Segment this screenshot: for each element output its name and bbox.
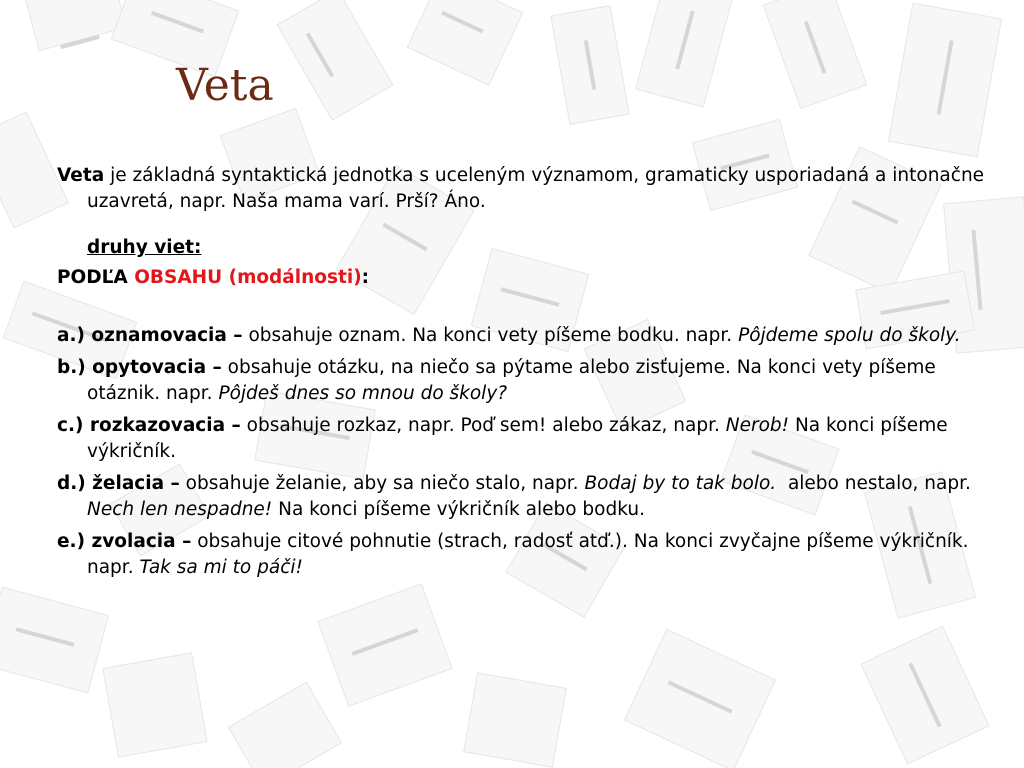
intro-paragraph xyxy=(57,163,997,215)
item-text: obsahuje otázku, na niečo sa pýtame alebo zisťujeme. Na konci vety píšeme otáznik. napr. xyxy=(87,357,936,404)
item-example: Pôjdeš dnes so mnou do školy? xyxy=(218,383,508,404)
item-label: c.) rozkazovacia – xyxy=(57,415,241,436)
obsah-heading xyxy=(57,265,997,291)
item-example: Nerob! xyxy=(725,415,790,436)
item-label: b.) opytovacia – xyxy=(57,357,222,378)
list-item-zvolacia xyxy=(57,529,997,581)
item-label: d.) želacia – xyxy=(57,473,180,494)
intro-term: Veta xyxy=(57,165,105,186)
druhy-heading xyxy=(57,235,997,261)
item-mid: alebo nestalo, napr. xyxy=(776,473,977,494)
item-example-2: Nech len nespadne! xyxy=(87,499,273,520)
slide-body xyxy=(57,163,997,587)
item-text: obsahuje rozkaz, napr. Poď sem! alebo zákaz, napr. xyxy=(240,415,726,436)
item-after: Na konci píšeme výkričník alebo bodku. xyxy=(272,499,645,520)
druhy-viet-label: druhy viet: xyxy=(87,237,202,258)
list-item-zelacia xyxy=(57,471,997,523)
item-text: obsahuje citové pohnutie (strach, radosť atď.). Na konci zvyčajne píšeme výkričník. napr. xyxy=(87,531,969,578)
item-text: obsahuje oznam. Na konci vety píšeme bodku. napr. xyxy=(242,325,739,346)
item-example: Bodaj by to tak bolo. xyxy=(584,473,777,494)
obsah-highlight: OBSAHU (modálnosti) xyxy=(134,267,362,288)
item-text: obsahuje želanie, aby sa niečo stalo, napr. xyxy=(179,473,585,494)
obsah-prefix: PODĽA xyxy=(57,267,135,288)
item-after: Na konci píšeme výkričník. xyxy=(87,415,948,462)
obsah-suffix: : xyxy=(361,267,370,288)
list-item-rozkazovacia xyxy=(57,413,997,465)
item-example: Pôjdeme spolu do školy. xyxy=(738,325,961,346)
intro-text: je základná syntaktická jednotka s uceleným významom, gramaticky usporiadaná a intonačne uzavretá, napr. Naša mama varí. Prší? Áno. xyxy=(87,165,985,212)
list-item-opytovacia xyxy=(57,355,997,407)
slide-title: Veta xyxy=(176,60,274,111)
item-example: Tak sa mi to páči! xyxy=(139,557,303,578)
list-item-oznamovacia xyxy=(57,323,997,349)
item-label: e.) zvolacia – xyxy=(57,531,192,552)
item-label: a.) oznamovacia – xyxy=(57,325,243,346)
